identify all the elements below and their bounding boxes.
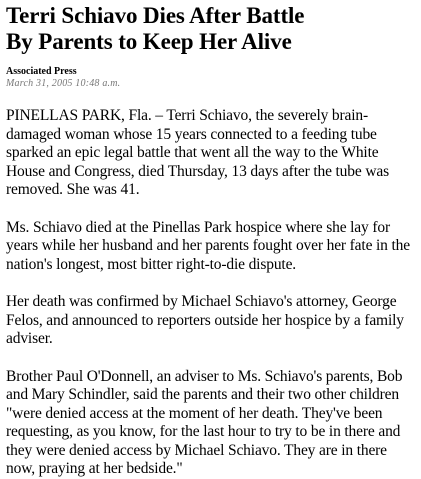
headline-line-1: Terri Schiavo Dies After Battle (6, 3, 305, 28)
article-byline: Associated Press (6, 66, 77, 77)
article-headline (6, 3, 418, 55)
article-body (6, 107, 418, 479)
article-dateline: March 31, 2005 10:48 a.m. (6, 78, 121, 89)
article-paragraph: Brother Paul O'Donnell, an adviser to Ms. Schiavo's parents, Bob and Mary Schindler, said the parents and their two other children "were denied access at the moment of her death. They've been requesting, as you know, for the last hour to try to be in there and they were denied access by Michael Schiavo. They are in there now, praying at her bedside." (6, 367, 403, 477)
headline-line-2: By Parents to Keep Her Alive (6, 29, 292, 54)
article-paragraph: PINELLAS PARK, Fla. – Terri Schiavo, the severely brain-damaged woman whose 15 years connected to a feeding tube sparked an epic legal battle that went all the way to the White House and Congress, died Thursday, 13 days after the tube was removed. She was 41. (6, 107, 389, 198)
article-paragraph: Ms. Schiavo died at the Pinellas Park hospice where she lay for years while her husband and her parents fought over her fate in the nation's longest, most bitter right-to-die dispute. (6, 218, 410, 273)
article-paragraph: Her death was confirmed by Michael Schiavo's attorney, George Felos, and announced to reporters outside her hospice by a family adviser. (6, 293, 404, 347)
